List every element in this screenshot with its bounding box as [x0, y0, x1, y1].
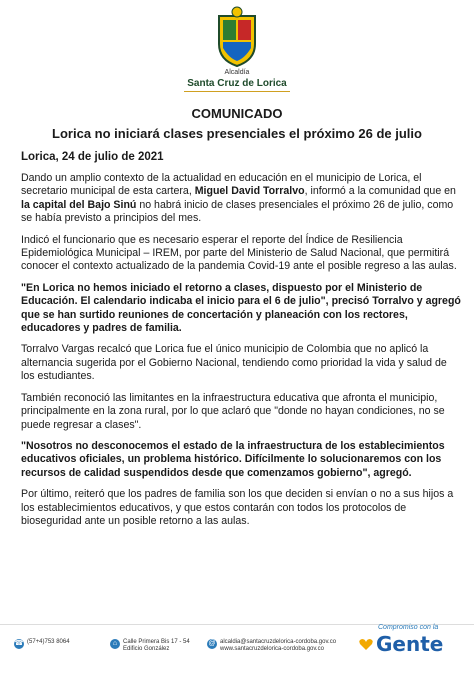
address-line-2: Edificio González: [123, 646, 170, 652]
article-body: [21, 172, 461, 536]
paragraph-1: [21, 172, 461, 226]
heart-logo-icon: [358, 636, 374, 652]
slogan-logo: Gente: [376, 632, 444, 656]
email-icon: @: [208, 640, 216, 647]
paragraph-5: También reconoció las limitantes en la infraestructura educativa que afronta el municipio, principalmente en la zona rural, por lo que aclaró que "donde no hayan condiciones, no se puede regresar a clases".: [21, 391, 445, 431]
slogan-top: Compromiso con la: [378, 624, 439, 631]
quote-paragraph-2: "Nosotros no desconocemos el estado de la infraestructura de los establecimientos educativos oficiales, un problema histórico. Difícilmente lo solucionaremos con los recursos de calidad suspendidos desde que comenzamos gobierno", agregó.: [21, 439, 445, 479]
place-name: la capital del Bajo Sinú: [21, 198, 137, 211]
quote-paragraph-1: "En Lorica no hemos iniciado el retorno a clases, dispuesto por el Ministerio de Educación. El calendario indicaba el inicio para el 6 de julio", precisó Torralvo y agregó que se han surtido reuniones de concertación y planeación con los rectores, educadores y padres de familia.: [21, 281, 461, 335]
paragraph-4: Torralvo Vargas recalcó que Lorica fue el único municipio de Colombia que no aplicó la alternancia sugerida por el Gobierno Nacional, tendiendo como prioridad la vida y salud de los estudiantes.: [21, 343, 447, 383]
address-line-1: Calle Primera Bis 17 - 54: [123, 639, 190, 645]
paragraph-text: , informó a la comunidad que en: [304, 185, 456, 198]
footer-address: [123, 639, 190, 653]
headline: Lorica no iniciará clases presenciales el próximo 26 de julio: [52, 126, 422, 141]
divider: [184, 91, 290, 92]
dateline: Lorica, 24 de julio de 2021: [21, 151, 164, 163]
footer-contact: [220, 639, 336, 653]
phone-icon: ☎: [14, 640, 24, 647]
footer-email[interactable]: alcaldia@santacruzdelorica-cordoba.gov.co: [220, 639, 337, 645]
paragraph-text: no habrá inicio de clases presenciales el próximo 26 de julio, como se había previsto a principios del mes.: [21, 198, 454, 225]
paragraph-7: Por último, reiteró que los padres de familia son los que deciden si envían o no a sus hijos a los establecimientos educativos, y que estos contarán con todos los protocolos de bioseguridad ante un posible retorno a las aulas.: [21, 488, 454, 527]
location-icon: ⌂: [110, 639, 120, 649]
paragraph-2: Indicó el funcionario que es necesario esperar el reporte del Índice de Resiliencia Epidemiológica Municipal – IREM, por parte del Ministerio de Salud Nacional, que permitirá conocer el contexto actualizado de la pandemia Covid-19 ante el posible regreso a las aulas.: [21, 233, 457, 273]
paragraph-text: Dando un amplio contexto de la actualidad en educación en el municipio de Lorica, el secretario municipal de esta cartera,: [21, 172, 422, 198]
document-title: COMUNICADO: [191, 106, 283, 121]
footer-phone: (57+4)753 8064: [27, 639, 70, 645]
footer-website[interactable]: www.santacruzdelorica-cordoba.gov.co: [220, 646, 324, 652]
person-name: Miguel David Torralvo: [194, 185, 305, 198]
alcaldia-label: Alcaldía: [224, 69, 250, 76]
letterhead: [0, 0, 474, 98]
city-name: Santa Cruz de Lorica: [187, 78, 287, 89]
coat-of-arms-icon: [211, 6, 263, 68]
